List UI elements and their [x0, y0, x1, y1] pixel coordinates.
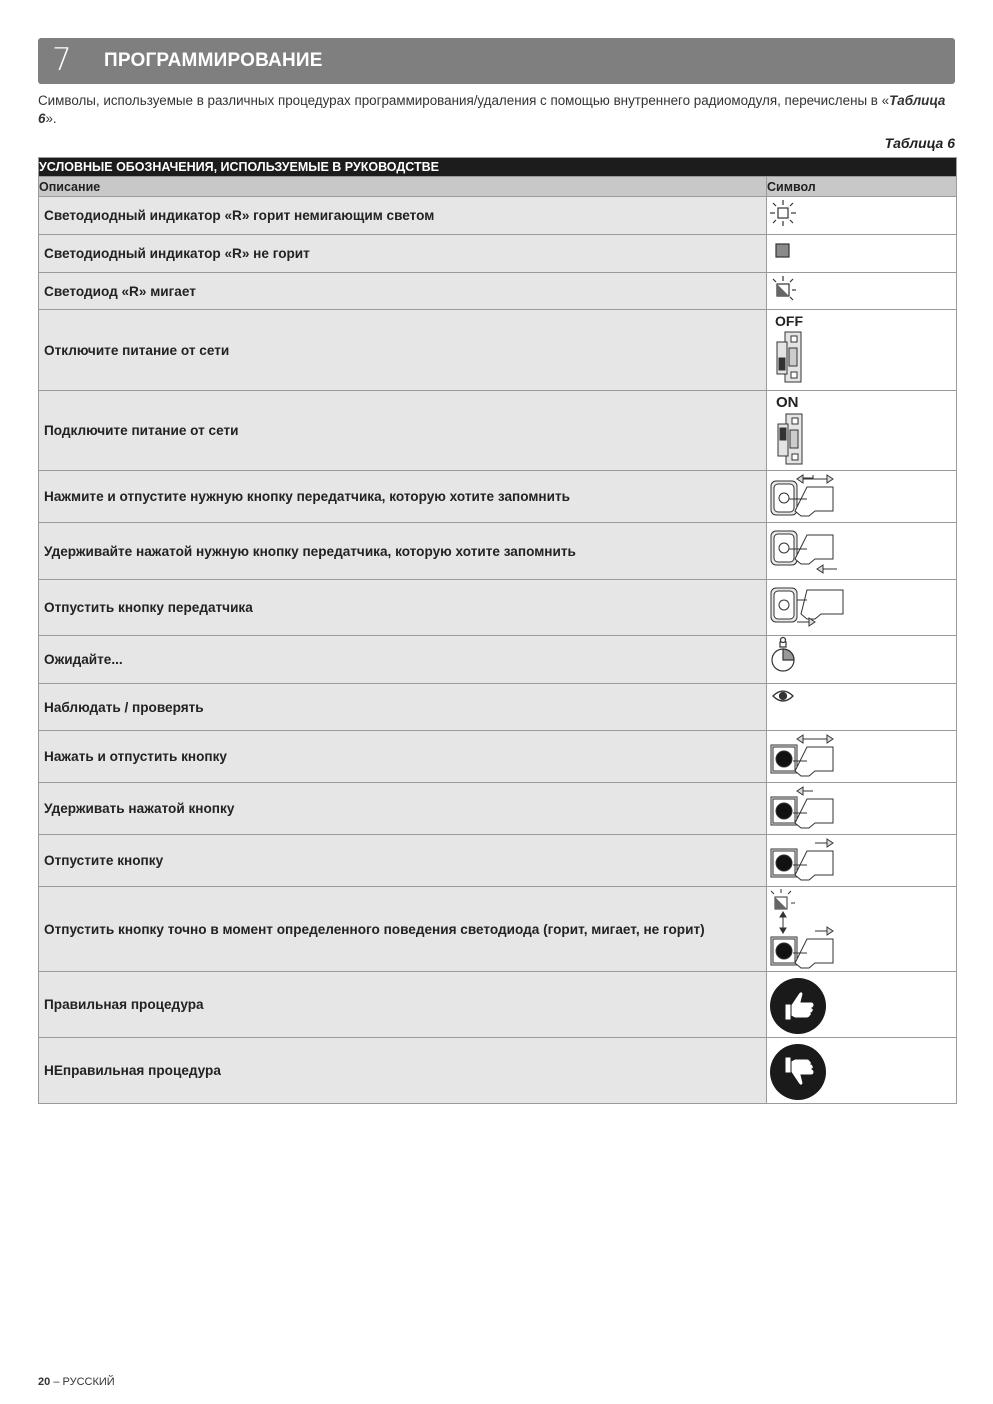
breaker-off-icon: [775, 328, 811, 384]
row-description: Нажать и отпустить кнопку: [39, 731, 767, 783]
table-row: [39, 636, 957, 684]
row-description: Светодиодный индикатор «R» не горит: [39, 235, 767, 273]
row-description: НЕправильная процедура: [39, 1038, 767, 1104]
thumbs-up-icon: [767, 975, 833, 1035]
row-description: Отпустить кнопку точно в момент определенного поведения светодиода (горит, мигает, не горит): [39, 887, 767, 972]
off-label: OFF: [775, 313, 803, 329]
row-description: Отпустите кнопку: [39, 835, 767, 887]
stopwatch-icon: [767, 636, 807, 680]
on-label: ON: [776, 394, 799, 411]
table-title: УСЛОВНЫЕ ОБОЗНАЧЕНИЯ, ИСПОЛЬЗУЕМЫЕ В РУКОВОДСТВЕ: [39, 158, 957, 177]
remote-hold-icon: [767, 523, 847, 577]
row-description: Отпустить кнопку передатчика: [39, 580, 767, 636]
intro-paragraph: [38, 92, 955, 128]
table-row: [39, 523, 957, 580]
table-row: [39, 1038, 957, 1104]
led-on-icon: [767, 197, 807, 233]
led-blink-icon: [767, 273, 807, 309]
table-row: [39, 887, 957, 972]
symbols-table: [38, 157, 957, 1104]
table-header-row: [39, 177, 957, 197]
row-description: Отключите питание от сети: [39, 310, 767, 391]
table-row: [39, 471, 957, 523]
table-row: [39, 580, 957, 636]
row-description: Светодиод «R» мигает: [39, 273, 767, 310]
breaker-on-icon: [776, 410, 812, 466]
row-description: Удерживать нажатой кнопку: [39, 783, 767, 835]
thumbs-down-icon: [767, 1041, 833, 1101]
table-title-row: [39, 158, 957, 177]
row-description: Ожидайте...: [39, 636, 767, 684]
row-description: Правильная процедура: [39, 972, 767, 1038]
button-release-icon: [767, 835, 847, 885]
section-header: [38, 38, 955, 84]
eye-icon: [767, 684, 807, 710]
table-row: [39, 835, 957, 887]
table-caption: Таблица 6: [884, 135, 955, 151]
col-symbol-header: Символ: [767, 177, 957, 197]
footer-language: – РУССКИЙ: [53, 1376, 115, 1388]
section-number: 7: [52, 42, 72, 78]
button-hold-icon: [767, 783, 847, 833]
table-row: [39, 684, 957, 731]
page-number: 20: [38, 1376, 51, 1388]
table-row: [39, 273, 957, 310]
button-release-on-led-icon: [767, 887, 847, 969]
button-press-release-icon: [767, 731, 847, 781]
row-description: Светодиодный индикатор «R» горит немигающим светом: [39, 197, 767, 235]
remote-release-icon: [767, 580, 847, 634]
col-desc-header: Описание: [39, 177, 767, 197]
table-row: [39, 197, 957, 235]
row-description: Удерживайте нажатой нужную кнопку передатчика, которую хотите запомнить: [39, 523, 767, 580]
intro-table-ref: Таблица 6: [38, 93, 946, 126]
table-row: [39, 235, 957, 273]
row-description: Нажмите и отпустите нужную кнопку передатчика, которую хотите запомнить: [39, 471, 767, 523]
page-footer: [38, 1376, 115, 1388]
table-row: [39, 310, 957, 391]
table-row: [39, 972, 957, 1038]
row-description: Подключите питание от сети: [39, 391, 767, 471]
row-description: Наблюдать / проверять: [39, 684, 767, 731]
table-row: [39, 391, 957, 471]
table-row: [39, 783, 957, 835]
remote-press-release-icon: [767, 471, 847, 521]
led-off-icon: [767, 235, 807, 271]
intro-after: ».: [45, 111, 57, 126]
table-row: [39, 731, 957, 783]
section-title: ПРОГРАММИРОВАНИЕ: [104, 50, 323, 71]
intro-text: Символы, используемые в различных процедурах программирования/удаления с помощью внутреннего радиомодуля, перечислены в «: [38, 93, 890, 108]
